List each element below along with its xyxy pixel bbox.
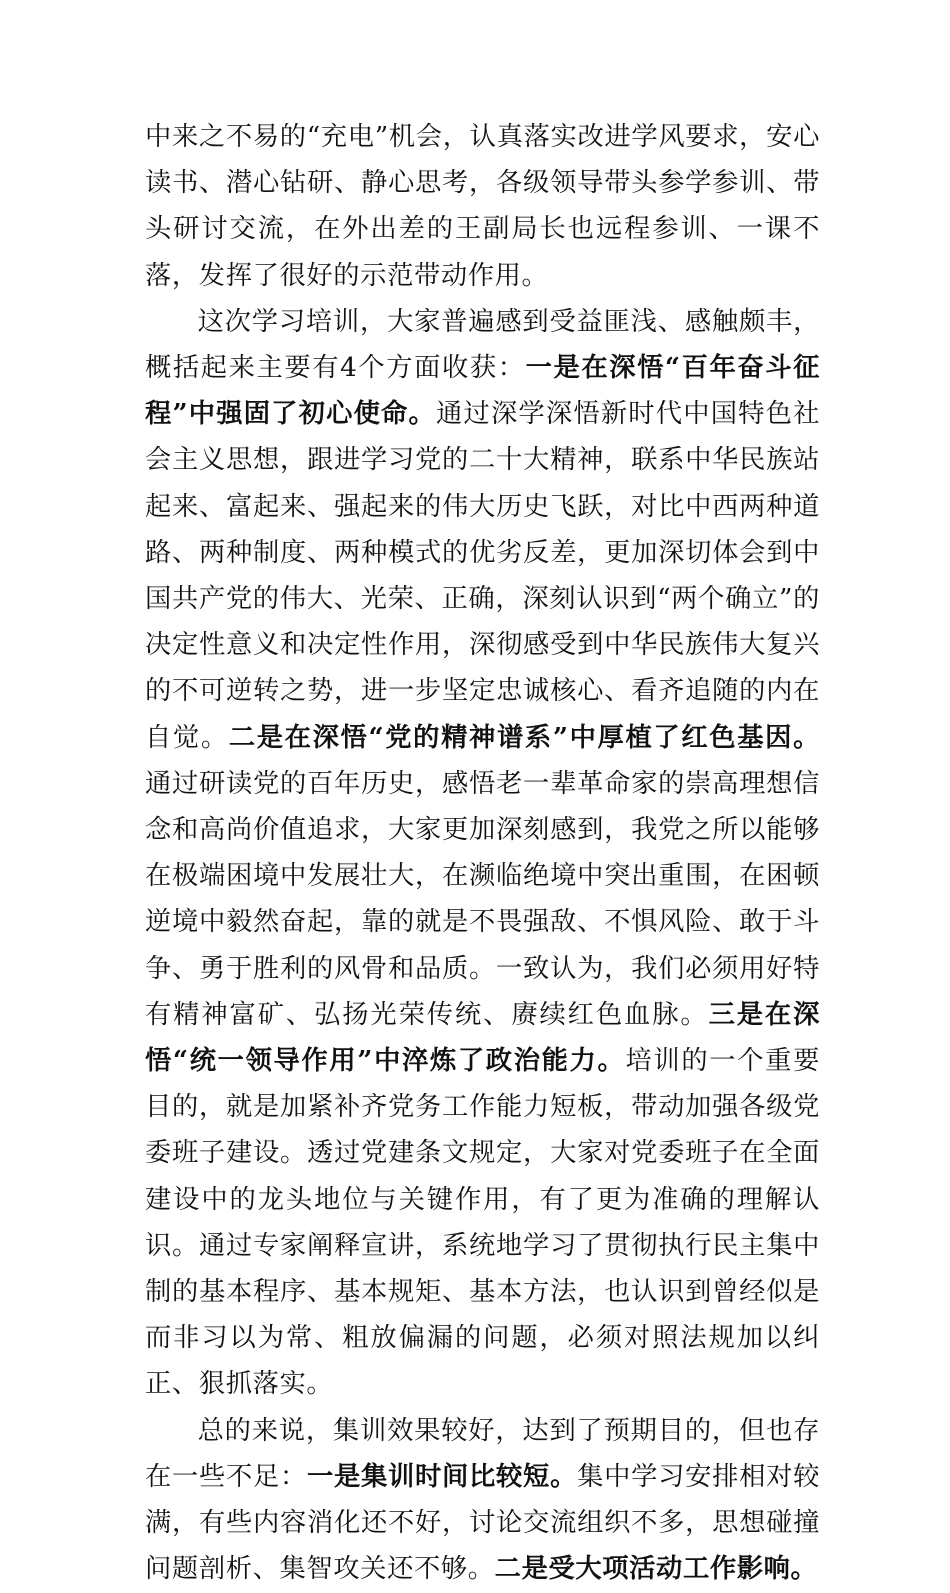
text-segment: 总的来说，集训效果较好，达到了预期目的，但也存在一些不足：: [145, 1415, 820, 1492]
bold-heading-segment: 一是在深悟“百年奋斗征程”中强固了初心使命。: [145, 352, 820, 430]
document-body: [145, 114, 820, 1593]
bold-heading-segment: 二是在深悟“党的精神谱系”中厚植了红色基因。: [228, 721, 820, 753]
text-segment: 中来之不易的“充电”机会，认真落实改进学风要求，安心读书、潜心钻研、静心思考，各级领导带头参学参训、带头研讨交流，在外出差的王副局长也远程参训、一课不落，发挥了很好的示范带动作用。: [145, 122, 820, 291]
text-segment: 通过深学深悟新时代中国特色社会主义思想，跟进学习党的二十大精神，联系中华民族站起来、富起来、强起来的伟大历史飞跃，对比中西两种道路、两种制度、两种模式的优劣反差，更加深切体会到中国共产党的伟大、光荣、正确，深刻认识到“两个确立”的决定性意义和决定性作用，深彻感受到中华民族伟大复兴的不可逆转之势，进一步坚定忠诚核心、看齐追随的内在自觉。: [145, 399, 820, 753]
bold-heading-segment: 一是集训时间比较短。: [307, 1460, 578, 1492]
bold-heading-segment: 二是受大项活动工作影响。: [494, 1553, 818, 1585]
bold-heading-segment: 三是在深悟“统一领导作用”中淬炼了政治能力。: [145, 998, 820, 1077]
paragraph-2: [145, 299, 820, 1408]
text-segment: 集中学习安排相对较满，有些内容消化还不好，讨论交流组织不多，思想碰撞问题剖析、集智攻关还不够。: [145, 1461, 821, 1585]
text-segment: 这次学习培训，大家普遍感到受益匪浅、感触颇丰，概括起来主要有4个方面收获：: [145, 306, 820, 384]
text-segment: 培训的一个重要目的，就是加紧补齐党务工作能力短板，带动加强各级党委班子建设。透过党建条文规定，大家对党委班子在全面建设中的龙头地位与关键作用，有了更为准确的理解认识。通过专家阐释宣讲，系统地学习了贯彻执行民主集中制的基本程序、基本规矩、基本方法，也认识到曾经似是而非习以为常、粗放偏漏的问题，必须对照法规加以纠正、狠抓落实。: [145, 1046, 820, 1400]
text-segment: 通过研读党的百年历史，感悟老一辈革命家的崇高理想信念和高尚价值追求，大家更加深刻感到，我党之所以能够在极端困境中发展壮大，在濒临绝境中突出重围，在困顿逆境中毅然奋起，靠的就是不畏强敌、不惧风险、敢于斗争、勇于胜利的风骨和品质。一致认为，我们必须用好特有精神富矿、弘扬光荣传统、赓续红色血脉。: [145, 768, 820, 1030]
paragraph-1: [145, 114, 820, 299]
paragraph-3: [145, 1408, 820, 1593]
